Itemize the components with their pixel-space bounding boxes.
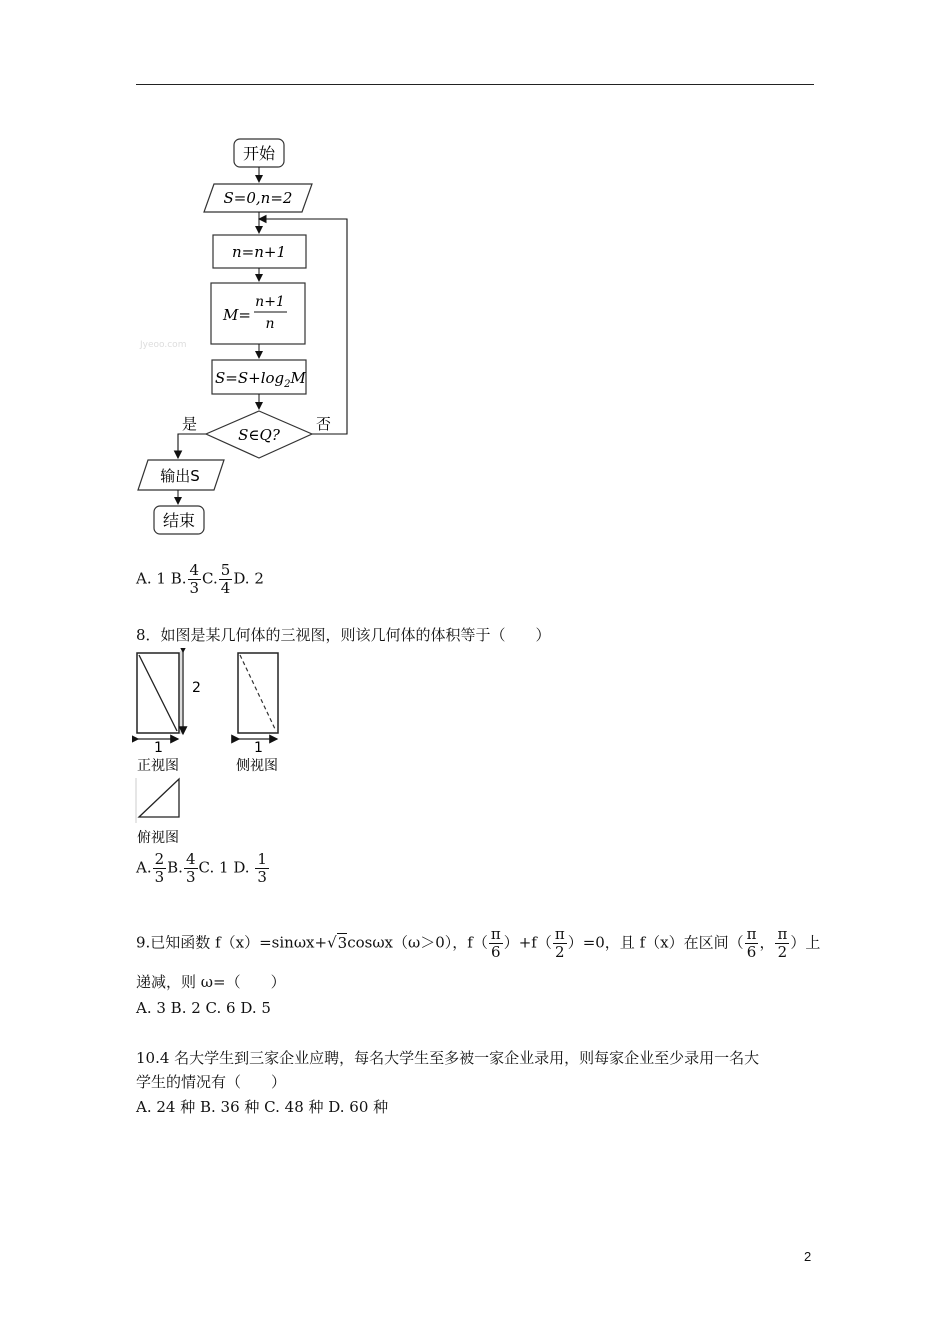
flow-step3-sub: 2	[284, 379, 291, 390]
flow-step1-text: n=n+1	[231, 243, 287, 261]
q9-frac-1: $\frac{\pi}{6}$	[490, 925, 501, 961]
q8-option-d-fraction: $\frac{1}{3}$	[257, 850, 267, 886]
flow-end-text: 结束	[162, 511, 196, 530]
q8-options	[136, 851, 270, 886]
flow-step2-lhs: M=	[223, 306, 251, 324]
flow-decision-text: S∈Q?	[238, 426, 280, 444]
sqrt-symbol: √	[327, 933, 337, 952]
q10-options: A. 24 种 B. 36 种 C. 48 种 D. 60 种	[136, 1098, 389, 1116]
front-view-width-dim: 1	[154, 740, 163, 756]
flow-yes-label: 是	[182, 415, 198, 433]
q7-option-c-prefix: C.	[202, 569, 218, 588]
q8-stem: 8．如图是某几何体的三视图，则该几何体的体积等于（ ）	[136, 626, 551, 644]
q9-options: A. 3 B. 2 C. 6 D. 5	[136, 999, 271, 1017]
q7-option-c-fraction: $\frac{5}{4}$	[220, 561, 231, 597]
q9-part3: ）+f（	[503, 933, 552, 952]
flow-step2-num: n+1	[255, 294, 285, 310]
q7-option-b-prefix: B.	[170, 569, 187, 588]
q9-part4: ）=0，且 f（x）在区间（	[567, 933, 744, 952]
flow-step3-tail: M	[290, 369, 306, 387]
q8-option-a-prefix: A.	[136, 858, 152, 877]
q9-stem-line2: 递减，则 ω=（ ）	[136, 973, 286, 991]
header-rule	[136, 84, 814, 85]
q9-frac-4: $\frac{\pi}{2}$	[777, 925, 788, 961]
front-view-label: 正视图	[137, 758, 179, 774]
q9-comma: ，	[759, 933, 775, 952]
flow-start-text: 开始	[242, 144, 276, 163]
q8-option-b-fraction: $\frac{4}{3}$	[185, 850, 196, 886]
q10-stem-line2: 学生的情况有（ ）	[136, 1073, 287, 1091]
flow-init-text: S=0,n=2	[223, 189, 293, 207]
q7-option-d: D. 2	[233, 569, 264, 588]
top-view-label: 俯视图	[137, 830, 179, 846]
flowchart	[130, 132, 370, 542]
q7-options	[136, 562, 264, 597]
q9-part1: 9.已知函数 f（x）=sinωx+	[136, 933, 328, 952]
q7-option-b-fraction: $\frac{4}{3}$	[189, 561, 200, 597]
q8-option-c: C. 1	[198, 858, 229, 877]
flow-step2-den: n	[265, 316, 275, 332]
q8-option-a-fraction: $\frac{2}{3}$	[154, 850, 165, 886]
svg-text:S=S+log2M	[215, 369, 307, 390]
page-number: 2	[804, 1249, 812, 1264]
q9-frac-3: $\frac{\pi}{6}$	[746, 925, 757, 961]
side-view-width-dim: 1	[254, 740, 263, 756]
flow-no-label: 否	[316, 415, 332, 433]
top-view-triangle	[139, 779, 179, 817]
q8-option-d-prefix: D.	[233, 858, 250, 877]
q7-option-a: A. 1	[136, 569, 166, 588]
flow-output-text: 输出S	[160, 467, 200, 485]
q9-frac-2: $\frac{\pi}{2}$	[554, 925, 565, 961]
side-view-label: 侧视图	[236, 758, 278, 774]
q10-stem-line1: 10.4 名大学生到三家企业应聘，每名大学生至多被一家企业录用，则每家企业至少录用一名大	[136, 1049, 760, 1067]
flow-step3-text: S=S+log	[215, 369, 285, 387]
q9-sqrt-value: 3	[337, 933, 348, 952]
q8-option-b-prefix: B.	[167, 858, 183, 877]
three-view-figure	[132, 648, 292, 848]
q9-stem-line1	[136, 926, 820, 961]
q9-part5: ）上	[790, 933, 821, 952]
watermark: Jyeoo.com	[140, 340, 187, 350]
front-view-height-dim: 2	[192, 680, 201, 696]
q9-part2: cosωx（ω＞0），f（	[347, 933, 488, 952]
